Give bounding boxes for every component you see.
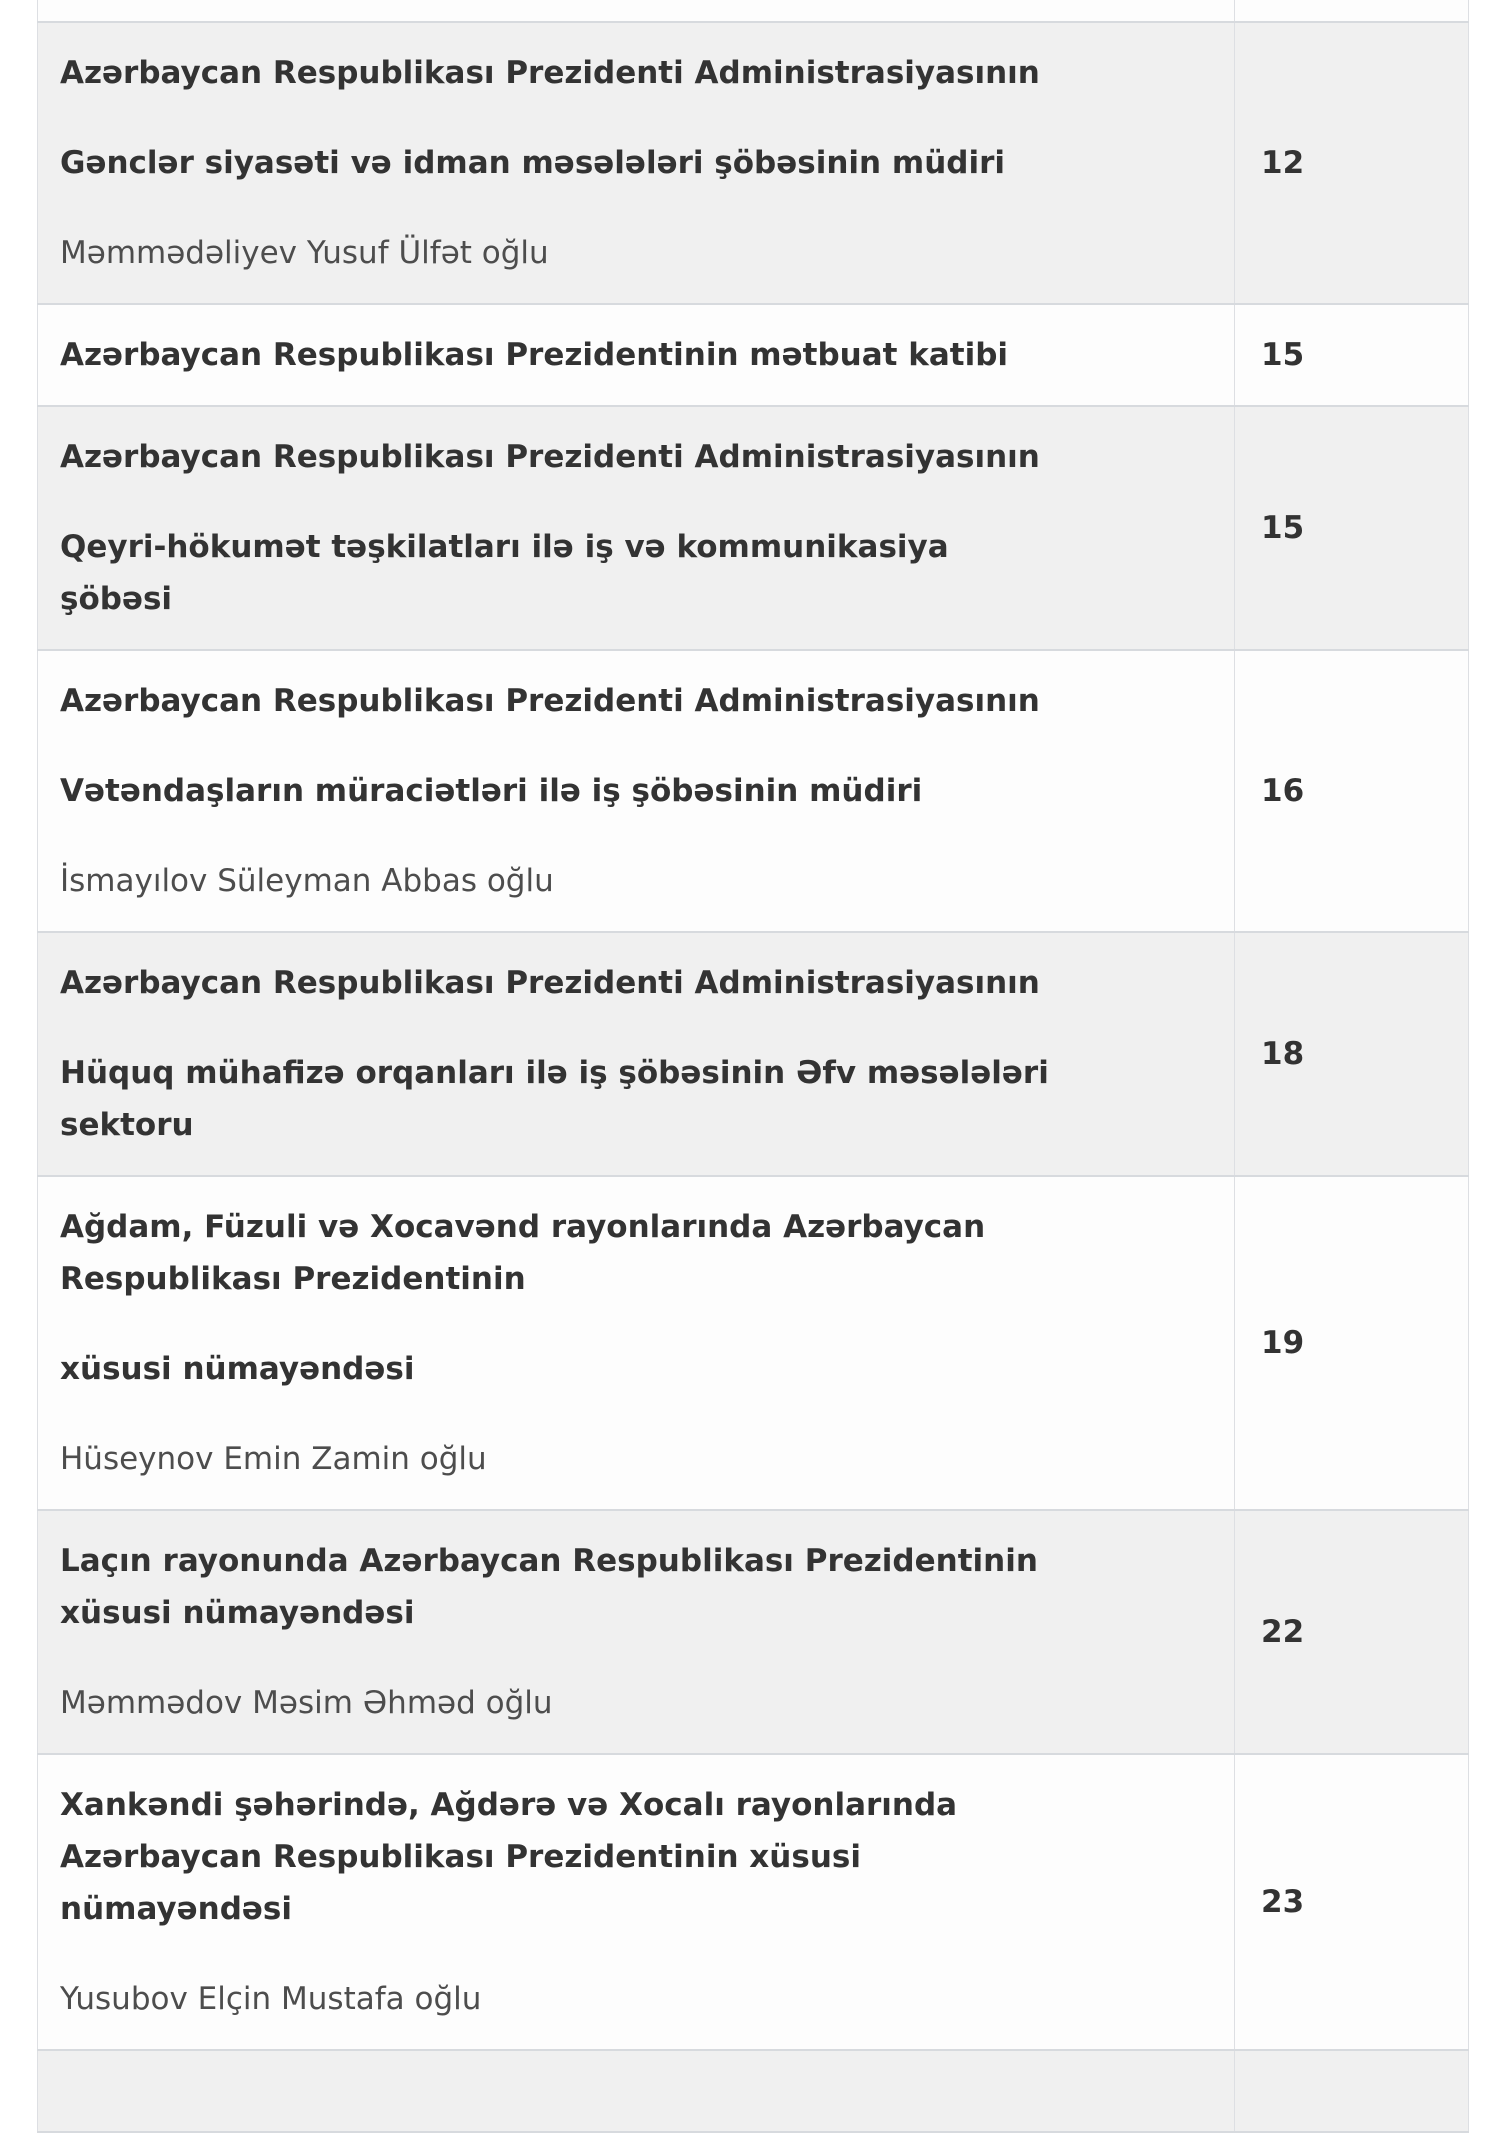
position-title bbox=[60, 329, 1212, 381]
text-line: Məmmədəliyev Yusuf Ülfət oğlu bbox=[60, 235, 549, 271]
order-number-cell bbox=[1235, 304, 1469, 406]
position-cell bbox=[38, 304, 1235, 406]
table-row bbox=[38, 650, 1469, 932]
text-line: şöbəsi bbox=[60, 581, 173, 617]
position-cell bbox=[38, 0, 1235, 22]
person-name bbox=[60, 227, 1212, 279]
position-title bbox=[60, 1201, 1212, 1305]
partial-bottom-row bbox=[38, 2050, 1469, 2132]
person-name bbox=[60, 1973, 1212, 2025]
text-line: Xankəndi şəhərində, Ağdərə və Xocalı rayonlarında bbox=[60, 1787, 958, 1823]
text-line: Azərbaycan Respublikası Prezidenti Administrasiyasının bbox=[60, 439, 1040, 475]
order-number: 12 bbox=[1261, 145, 1305, 181]
position-cell bbox=[38, 1510, 1235, 1754]
person-name bbox=[60, 1677, 1212, 1729]
order-number-cell bbox=[1235, 2050, 1469, 2132]
position-cell bbox=[38, 1176, 1235, 1510]
text-line: Azərbaycan Respublikası Prezidenti Administrasiyasının bbox=[60, 55, 1040, 91]
position-title bbox=[60, 47, 1212, 99]
order-number: 15 bbox=[1261, 510, 1305, 546]
text-line: xüsusi nümayəndəsi bbox=[60, 1595, 415, 1631]
order-number-cell bbox=[1235, 22, 1469, 304]
position-cell bbox=[38, 1754, 1235, 2050]
position-title bbox=[60, 1343, 1212, 1395]
position-title bbox=[60, 1047, 1212, 1151]
text-line: Laçın rayonunda Azərbaycan Respublikası Prezidentinin bbox=[60, 1543, 1038, 1579]
table-row bbox=[38, 406, 1469, 650]
text-line: Hüquq mühafizə orqanları ilə iş şöbəsinin Əfv məsələləri bbox=[60, 1055, 1049, 1091]
position-title bbox=[60, 675, 1212, 727]
page-content bbox=[37, 0, 1468, 2133]
table-row bbox=[38, 1754, 1469, 2050]
table-body bbox=[38, 0, 1469, 2132]
person-name bbox=[60, 855, 1212, 907]
text-line: sektoru bbox=[60, 1107, 194, 1143]
order-number-cell bbox=[1235, 932, 1469, 1176]
table-row bbox=[38, 932, 1469, 1176]
table-row bbox=[38, 1510, 1469, 1754]
order-number-cell bbox=[1235, 0, 1469, 22]
text-line: Azərbaycan Respublikası Prezidenti Administrasiyasının bbox=[60, 965, 1040, 1001]
person-name bbox=[60, 1433, 1212, 1485]
position-title bbox=[60, 765, 1212, 817]
text-line: Respublikası Prezidentinin bbox=[60, 1261, 526, 1297]
order-number-cell bbox=[1235, 650, 1469, 932]
text-line: Məmmədov Məsim Əhməd oğlu bbox=[60, 1685, 553, 1721]
table-row bbox=[38, 304, 1469, 406]
text-line: Hüseynov Emin Zamin oğlu bbox=[60, 1441, 487, 1477]
position-cell bbox=[38, 22, 1235, 304]
order-number: 23 bbox=[1261, 1884, 1305, 1920]
position-cell bbox=[38, 650, 1235, 932]
officials-table bbox=[37, 0, 1469, 2133]
order-number: 22 bbox=[1261, 1614, 1305, 1650]
text-line: Azərbaycan Respublikası Prezidentinin mətbuat katibi bbox=[60, 337, 1009, 373]
position-title bbox=[60, 521, 1212, 625]
order-number: 16 bbox=[1261, 773, 1305, 809]
partial-top-row bbox=[38, 0, 1469, 22]
text-line: Azərbaycan Respublikası Prezidenti Administrasiyasının bbox=[60, 683, 1040, 719]
order-number: 15 bbox=[1261, 337, 1305, 373]
text-line: Qeyri-hökumət təşkilatları ilə iş və kommunikasiya bbox=[60, 529, 949, 565]
table-row bbox=[38, 1176, 1469, 1510]
text-line: Azərbaycan Respublikası Prezidentinin xüsusi bbox=[60, 1839, 861, 1875]
text-line: Ağdam, Füzuli və Xocavənd rayonlarında Azərbaycan bbox=[60, 1209, 986, 1245]
position-cell bbox=[38, 932, 1235, 1176]
text-line: nümayəndəsi bbox=[60, 1891, 293, 1927]
table-row bbox=[38, 22, 1469, 304]
text-line: Vətəndaşların müraciətləri ilə iş şöbəsinin müdiri bbox=[60, 773, 923, 809]
position-cell bbox=[38, 406, 1235, 650]
position-title bbox=[60, 1535, 1212, 1639]
text-line: İsmayılov Süleyman Abbas oğlu bbox=[60, 863, 554, 899]
order-number-cell bbox=[1235, 1754, 1469, 2050]
position-title bbox=[60, 1779, 1212, 1935]
position-title bbox=[60, 137, 1212, 189]
position-title bbox=[60, 431, 1212, 483]
order-number: 19 bbox=[1261, 1325, 1305, 1361]
order-number-cell bbox=[1235, 406, 1469, 650]
order-number-cell bbox=[1235, 1510, 1469, 1754]
text-line: xüsusi nümayəndəsi bbox=[60, 1351, 415, 1387]
text-line: Gənclər siyasəti və idman məsələləri şöbəsinin müdiri bbox=[60, 145, 1006, 181]
position-cell bbox=[38, 2050, 1235, 2132]
text-line: Yusubov Elçin Mustafa oğlu bbox=[60, 1981, 482, 2017]
order-number-cell bbox=[1235, 1176, 1469, 1510]
order-number: 18 bbox=[1261, 1036, 1305, 1072]
position-title bbox=[60, 957, 1212, 1009]
